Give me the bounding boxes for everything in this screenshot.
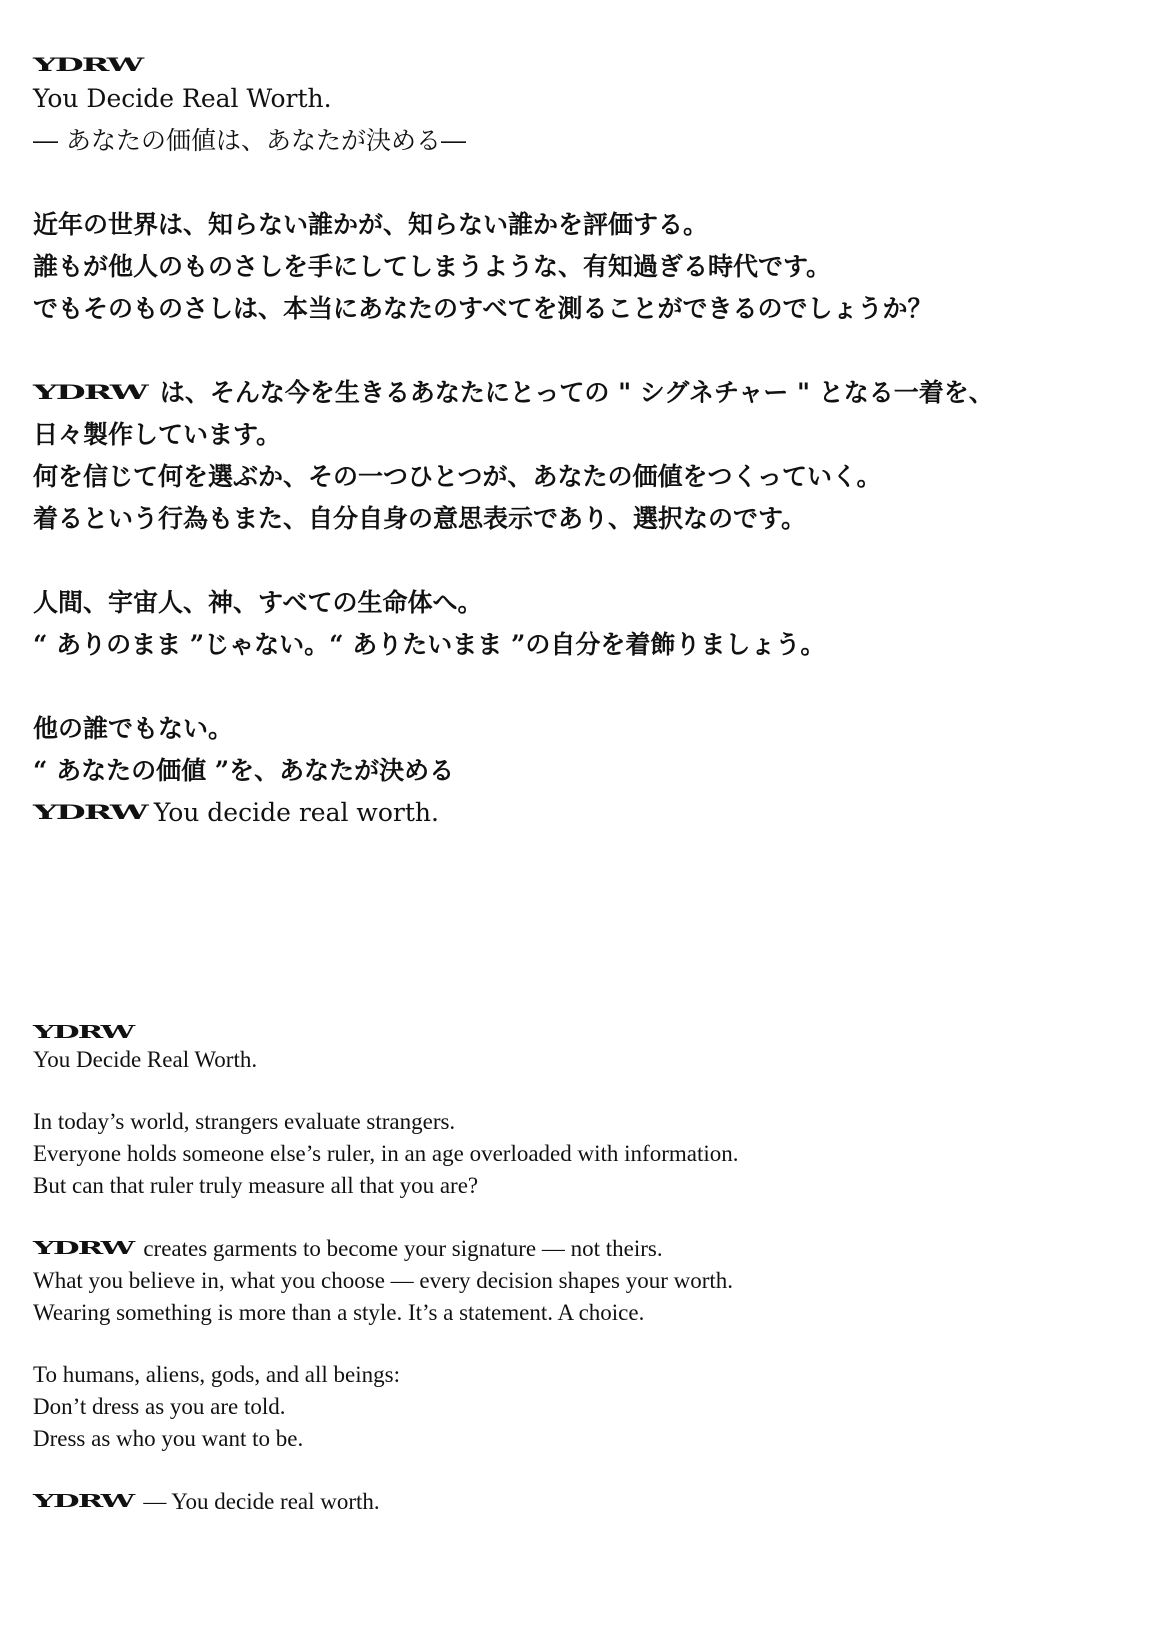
brand-logo-row	[33, 52, 1137, 78]
paragraph-4	[33, 708, 1137, 834]
text-line: でもそのものさしは、本当にあなたのすべてを測ることができるのでしょうか？	[33, 294, 933, 323]
brand-logo: YDRW	[33, 54, 143, 76]
text-line: “ ありのまま ”じゃない。“ ありたいまま ”の自分を着飾りましょう。	[33, 630, 826, 659]
brand-logo-inline: YDRW	[33, 801, 147, 824]
text-line: Don’t dress as you are told.	[33, 1394, 286, 1419]
text-line: 日々製作しています。	[33, 420, 282, 449]
text-line: 着るという行為もまた、自分自身の意思表示であり、選択なのです。	[33, 504, 807, 533]
brand-logo-row	[33, 1020, 1137, 1044]
brand-logo-inline: YDRW	[33, 381, 147, 404]
paragraph-2	[33, 372, 1137, 540]
text-line	[33, 372, 1137, 414]
japanese-statement	[33, 52, 1137, 834]
closing-text: You decide real worth.	[153, 798, 439, 827]
brand-logo-inline: YDRW	[33, 1237, 134, 1259]
text-line: 何を信じて何を選ぶか、その一つひとつが、あなたの価値をつくっていく。	[33, 462, 882, 491]
text-line: What you believe in, what you choose — every decision shapes your worth.	[33, 1268, 734, 1293]
text-line: 他の誰でもない。	[33, 714, 234, 743]
text-line: To humans, aliens, gods, and all beings:	[33, 1362, 400, 1387]
tagline: You Decide Real Worth.	[33, 84, 332, 113]
text-line-rest: creates garments to become your signature — not theirs.	[143, 1236, 663, 1261]
tagline: You Decide Real Worth.	[33, 1047, 258, 1072]
paragraph-2	[33, 1232, 1137, 1329]
text-line: Dress as who you want to be.	[33, 1426, 304, 1451]
text-line: 近年の世界は、知らない誰かが、知らない誰かを評価する。	[33, 210, 709, 239]
closing-text: — You decide real worth.	[143, 1489, 380, 1514]
subtitle: ― あなたの価値は、あなたが決める―	[33, 126, 466, 155]
text-line	[33, 1232, 1137, 1265]
text-line: 人間、宇宙人、神、すべての生命体へ。	[33, 588, 483, 617]
paragraph-3	[33, 582, 1137, 666]
closing-line	[33, 1485, 1137, 1518]
text-line: “ あなたの価値 ”を、あなたが決める	[33, 756, 455, 785]
text-line: Everyone holds someone else’s ruler, in an age overloaded with information.	[33, 1141, 739, 1166]
text-line: Wearing something is more than a style. It’s a statement. A choice.	[33, 1300, 645, 1325]
paragraph-3	[33, 1359, 1137, 1455]
paragraph-1	[33, 204, 1137, 330]
text-line: 誰もが他人のものさしを手にしてしまうような、有知過ぎる時代です。	[33, 252, 832, 281]
brand-logo: YDRW	[33, 1021, 134, 1043]
paragraph-1	[33, 1106, 1137, 1202]
text-line: But can that ruler truly measure all that you are?	[33, 1173, 479, 1198]
text-line-rest: は、そんな今を生きるあなたにとっての " シグネチャー " となる一着を、	[159, 378, 994, 407]
brand-logo-inline: YDRW	[33, 1490, 134, 1512]
closing-line	[33, 792, 1137, 834]
english-statement	[33, 1020, 1137, 1518]
text-line: In today’s world, strangers evaluate strangers.	[33, 1109, 456, 1134]
